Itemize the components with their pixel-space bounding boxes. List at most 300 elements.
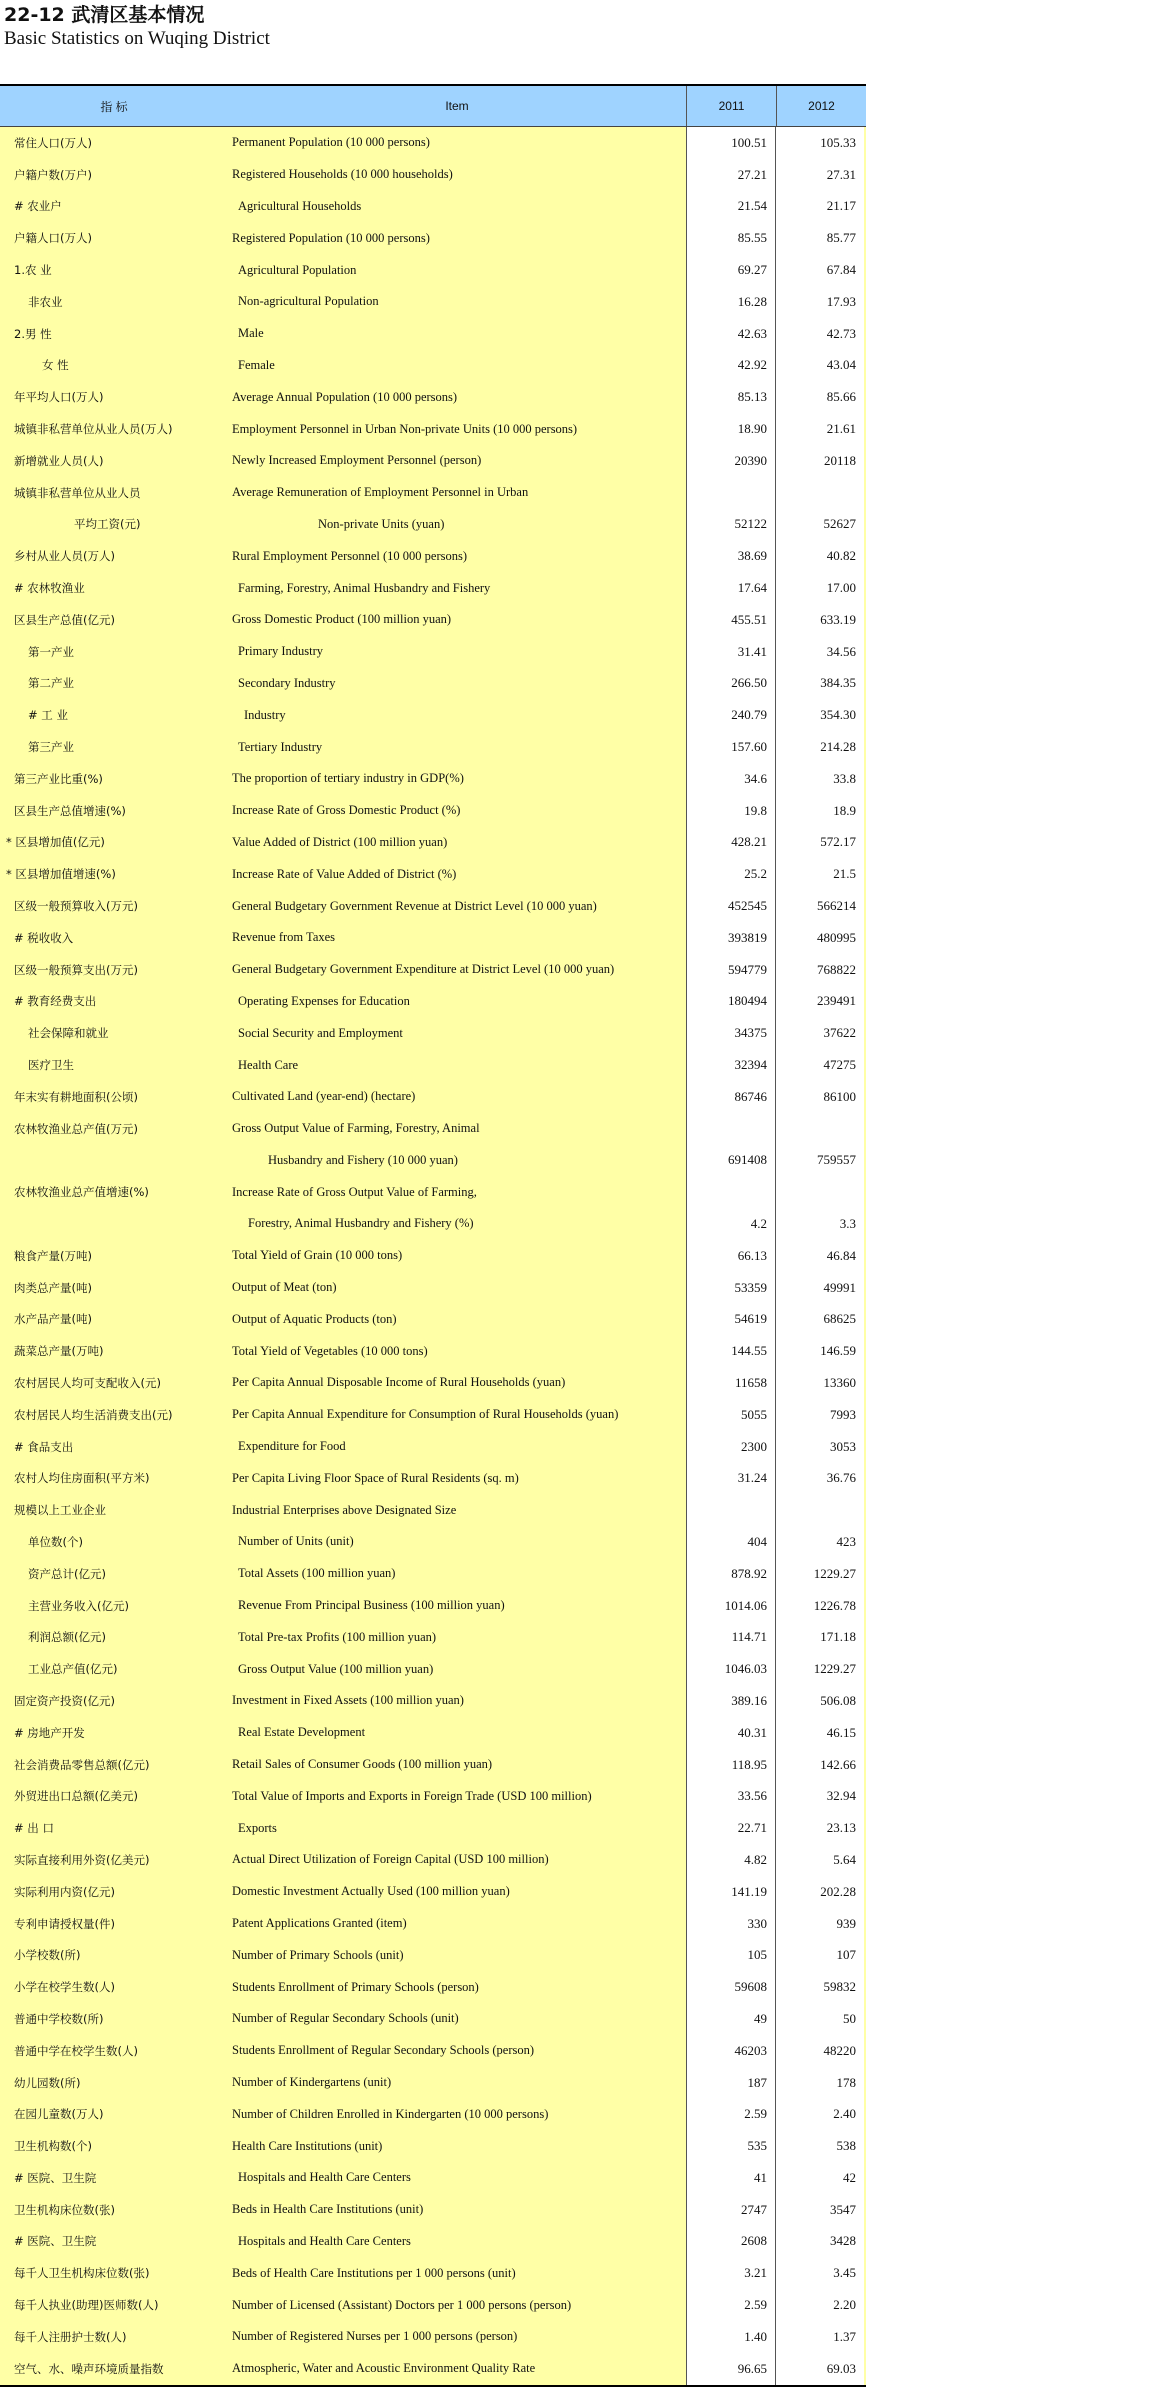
row-value-2012: 3.45 <box>775 2257 864 2289</box>
row-item-english: Number of Licensed (Assistant) Doctors per 1 000 persons (person) <box>232 2297 572 2312</box>
row-value-2011: 19.8 <box>686 795 775 827</box>
row-item-chinese: # 医院、卫生院 <box>14 2170 97 2185</box>
row-value-2011: 691408 <box>686 1145 775 1177</box>
row-item-english: Exports <box>238 1820 277 1835</box>
table-row <box>0 1685 866 1717</box>
row-item-chinese: 每千人注册护士数(人) <box>14 2329 127 2344</box>
table-row <box>0 2035 866 2067</box>
row-value-2011: 5055 <box>686 1399 775 1431</box>
row-value-2012: 384.35 <box>775 668 864 700</box>
row-item-chinese: 幼儿园数(所) <box>14 2075 81 2090</box>
row-value-2011: 157.60 <box>686 731 775 763</box>
row-item-chinese: 社会消费品零售总额(亿元) <box>14 1757 150 1772</box>
table-row <box>0 1749 866 1781</box>
row-item-english: Permanent Population (10 000 persons) <box>232 135 430 150</box>
row-item-chinese: 蔬菜总产量(万吨) <box>14 1344 104 1359</box>
row-value-2012: 354.30 <box>775 699 864 731</box>
row-value-2011 <box>686 1113 775 1145</box>
row-value-2011: 31.41 <box>686 636 775 668</box>
row-value-2012: 47275 <box>775 1049 864 1081</box>
row-item-english: Newly Increased Employment Personnel (person) <box>232 453 482 468</box>
row-item-english: Total Pre-tax Profits (100 million yuan) <box>238 1629 437 1644</box>
row-value-2011: 66.13 <box>686 1240 775 1272</box>
row-value-2012: 34.56 <box>775 636 864 668</box>
table-row <box>0 286 866 318</box>
row-item-chinese: # 农业户 <box>14 199 62 214</box>
table-row <box>0 2257 866 2289</box>
row-value-2012: 68625 <box>775 1303 864 1335</box>
row-item-chinese: 新增就业人员(人) <box>14 453 104 468</box>
row-value-2012: 42.73 <box>775 318 864 350</box>
table-row <box>0 1431 866 1463</box>
header-item-chinese: 指 标 <box>100 99 128 114</box>
row-value-2012: 1229.27 <box>775 1653 864 1685</box>
table-row <box>0 731 866 763</box>
table-row <box>0 159 866 191</box>
row-item-chinese: 区县生产总值(亿元) <box>14 612 115 627</box>
table-row <box>0 1844 866 1876</box>
row-value-2011: 455.51 <box>686 604 775 636</box>
table-row <box>0 318 866 350</box>
row-value-2012: 506.08 <box>775 1685 864 1717</box>
row-value-2011: 1.40 <box>686 2321 775 2353</box>
row-item-english: Male <box>238 326 264 341</box>
row-value-2011: 54619 <box>686 1303 775 1335</box>
row-item-english: Rural Employment Personnel (10 000 persons) <box>232 548 468 563</box>
row-item-english: Expenditure for Food <box>238 1439 346 1454</box>
table-row <box>0 763 866 795</box>
row-value-2011: 41 <box>686 2162 775 2194</box>
row-value-2011: 40.31 <box>686 1717 775 1749</box>
table-row <box>0 572 866 604</box>
row-value-2012: 214.28 <box>775 731 864 763</box>
table-row <box>0 636 866 668</box>
row-item-chinese: 乡村从业人员(万人) <box>14 549 115 564</box>
row-item-english: Female <box>238 357 275 372</box>
row-value-2011: 85.55 <box>686 222 775 254</box>
row-value-2011: 100.51 <box>686 127 775 159</box>
row-item-english: Non-private Units (yuan) <box>318 516 445 531</box>
table-row <box>0 1462 866 1494</box>
row-value-2012: 105.33 <box>775 127 864 159</box>
row-item-english: Per Capita Annual Disposable Income of Rural Households (yuan) <box>232 1375 566 1390</box>
row-value-2012: 3547 <box>775 2194 864 2226</box>
row-value-2012: 85.77 <box>775 222 864 254</box>
table-row <box>0 1526 866 1558</box>
row-value-2012: 59832 <box>775 1971 864 2003</box>
row-value-2012: 49991 <box>775 1272 864 1304</box>
row-item-english: Forestry, Animal Husbandry and Fishery (%) <box>248 1216 474 1231</box>
row-item-chinese: 第一产业 <box>28 644 74 659</box>
table-row <box>0 1049 866 1081</box>
table-row <box>0 1780 866 1812</box>
table-row <box>0 2098 866 2130</box>
row-value-2011: 594779 <box>686 954 775 986</box>
row-value-2012 <box>775 477 864 509</box>
row-value-2011: 46203 <box>686 2035 775 2067</box>
row-item-english: Increase Rate of Gross Domestic Product (%) <box>232 803 461 818</box>
table-row <box>0 509 866 541</box>
row-item-english: Total Assets (100 million yuan) <box>238 1566 396 1581</box>
row-value-2012: 1.37 <box>775 2321 864 2353</box>
row-value-2011: 118.95 <box>686 1749 775 1781</box>
row-value-2011: 3.21 <box>686 2257 775 2289</box>
row-value-2011: 389.16 <box>686 1685 775 1717</box>
table-row <box>0 1399 866 1431</box>
row-item-chinese: # 工 业 <box>28 708 68 723</box>
table-row <box>0 668 866 700</box>
row-value-2012: 13360 <box>775 1367 864 1399</box>
row-item-english: Number of Registered Nurses per 1 000 persons (person) <box>232 2329 518 2344</box>
row-value-2012 <box>775 1113 864 1145</box>
row-item-english: General Budgetary Government Revenue at District Level (10 000 yuan) <box>232 898 597 913</box>
row-item-chinese: 农林牧渔业总产值(万元) <box>14 1121 138 1136</box>
table-row <box>0 1653 866 1685</box>
row-value-2012: 18.9 <box>775 795 864 827</box>
row-item-english: Per Capita Annual Expenditure for Consumption of Rural Households (yuan) <box>232 1407 619 1422</box>
row-item-english: Gross Domestic Product (100 million yuan) <box>232 612 452 627</box>
row-value-2011: 404 <box>686 1526 775 1558</box>
table-row <box>0 127 866 159</box>
row-value-2011: 49 <box>686 2003 775 2035</box>
row-value-2012: 939 <box>775 1908 864 1940</box>
row-item-chinese: 户籍人口(万人) <box>14 231 92 246</box>
table-row <box>0 827 866 859</box>
row-value-2012: 46.15 <box>775 1717 864 1749</box>
row-value-2012: 86100 <box>775 1081 864 1113</box>
row-item-chinese: 农村居民人均生活消费支出(元) <box>14 1407 173 1422</box>
row-value-2011: 52122 <box>686 509 775 541</box>
row-item-english: Husbandry and Fishery (10 000 yuan) <box>268 1152 458 1167</box>
table-row <box>0 890 866 922</box>
row-value-2011: 114.71 <box>686 1621 775 1653</box>
table-row <box>0 1081 866 1113</box>
row-value-2011: 17.64 <box>686 572 775 604</box>
row-item-chinese: * 区县增加值(亿元) <box>6 835 105 850</box>
row-value-2012: 32.94 <box>775 1780 864 1812</box>
table-row <box>0 1558 866 1590</box>
row-value-2011: 535 <box>686 2130 775 2162</box>
row-value-2011: 240.79 <box>686 699 775 731</box>
row-value-2012: 3428 <box>775 2226 864 2258</box>
table-row <box>0 1272 866 1304</box>
table-row <box>0 699 866 731</box>
row-item-chinese: 小学校数(所) <box>14 1948 81 1963</box>
row-value-2011: 16.28 <box>686 286 775 318</box>
row-item-chinese: 肉类总产量(吨) <box>14 1280 92 1295</box>
row-value-2012: 2.20 <box>775 2289 864 2321</box>
table-row <box>0 2067 866 2099</box>
row-item-english: Beds of Health Care Institutions per 1 000 persons (unit) <box>232 2265 516 2280</box>
row-item-chinese: # 食品支出 <box>14 1439 74 1454</box>
table-row <box>0 1176 866 1208</box>
row-value-2012: 759557 <box>775 1145 864 1177</box>
table-row <box>0 540 866 572</box>
row-item-chinese: 女 性 <box>42 358 69 373</box>
row-value-2012: 69.03 <box>775 2353 864 2385</box>
row-value-2012: 178 <box>775 2067 864 2099</box>
row-item-english: Output of Aquatic Products (ton) <box>232 1311 397 1326</box>
row-value-2011: 59608 <box>686 1971 775 2003</box>
row-item-chinese: 医疗卫生 <box>28 1058 74 1072</box>
table-row <box>0 604 866 636</box>
row-item-chinese: # 教育经费支出 <box>14 994 97 1009</box>
row-item-english: Gross Output Value of Farming, Forestry, Animal <box>232 1121 480 1136</box>
row-item-english: Average Annual Population (10 000 persons) <box>232 389 458 404</box>
row-item-english: Retail Sales of Consumer Goods (100 million yuan) <box>232 1757 493 1772</box>
table-row <box>0 922 866 954</box>
row-item-english: Agricultural Households <box>238 198 362 213</box>
table-row <box>0 1590 866 1622</box>
row-value-2012: 50 <box>775 2003 864 2035</box>
page-title-english: Basic Statistics on Wuqing District <box>4 28 270 49</box>
table-row <box>0 1908 866 1940</box>
table-row <box>0 413 866 445</box>
row-value-2012: 20118 <box>775 445 864 477</box>
row-item-chinese: 平均工资(元) <box>74 517 141 532</box>
row-item-english: Gross Output Value (100 million yuan) <box>238 1661 434 1676</box>
row-item-english: Investment in Fixed Assets (100 million yuan) <box>232 1693 464 1708</box>
row-item-english: Registered Population (10 000 persons) <box>232 230 430 245</box>
table-row <box>0 2194 866 2226</box>
row-value-2011: 21.54 <box>686 191 775 223</box>
row-item-chinese: 实际直接利用外资(亿美元) <box>14 1852 150 1867</box>
row-item-chinese: 第三产业比重(%) <box>14 771 103 786</box>
row-item-chinese: 资产总计(亿元) <box>28 1566 106 1581</box>
row-item-english: Real Estate Development <box>238 1725 366 1740</box>
table-row <box>0 986 866 1018</box>
row-item-english: Hospitals and Health Care Centers <box>238 2233 411 2248</box>
row-item-english: Average Remuneration of Employment Personnel in Urban <box>232 485 529 500</box>
row-value-2011: 4.2 <box>686 1208 775 1240</box>
row-item-chinese: 城镇非私营单位从业人员 <box>14 485 141 500</box>
row-item-chinese: 社会保障和就业 <box>28 1026 109 1041</box>
row-item-english: Health Care <box>238 1057 299 1072</box>
row-value-2012: 48220 <box>775 2035 864 2067</box>
row-value-2012: 1229.27 <box>775 1558 864 1590</box>
row-item-chinese: 农村人均住房面积(平方米) <box>14 1471 150 1486</box>
row-value-2011: 22.71 <box>686 1812 775 1844</box>
row-value-2012: 5.64 <box>775 1844 864 1876</box>
row-value-2012: 768822 <box>775 954 864 986</box>
table-row <box>0 1017 866 1049</box>
row-value-2012: 17.00 <box>775 572 864 604</box>
row-item-chinese: # 农林牧渔业 <box>14 581 85 596</box>
row-item-english: Number of Regular Secondary Schools (unit) <box>232 2011 459 2026</box>
row-value-2012: 46.84 <box>775 1240 864 1272</box>
row-value-2011: 393819 <box>686 922 775 954</box>
row-value-2011: 31.24 <box>686 1462 775 1494</box>
row-item-english: Increase Rate of Gross Output Value of Farming, <box>232 1184 477 1199</box>
row-item-chinese: # 房地产开发 <box>14 1725 85 1740</box>
row-value-2011: 42.92 <box>686 350 775 382</box>
table-row <box>0 254 866 286</box>
row-value-2011: 105 <box>686 1939 775 1971</box>
row-item-chinese: 城镇非私营单位从业人员(万人) <box>14 422 173 437</box>
row-value-2011: 96.65 <box>686 2353 775 2385</box>
row-value-2011 <box>686 1494 775 1526</box>
table-row <box>0 1240 866 1272</box>
row-value-2011: 18.90 <box>686 413 775 445</box>
table-row <box>0 1939 866 1971</box>
row-item-english: Revenue From Principal Business (100 million yuan) <box>238 1598 505 1613</box>
row-value-2011: 86746 <box>686 1081 775 1113</box>
row-item-chinese: 非农业 <box>28 294 63 309</box>
row-value-2012: 423 <box>775 1526 864 1558</box>
row-item-english: The proportion of tertiary industry in GDP(%) <box>232 771 464 786</box>
row-value-2011: 11658 <box>686 1367 775 1399</box>
row-item-chinese: 工业总产值(亿元) <box>28 1662 118 1677</box>
row-item-english: Operating Expenses for Education <box>238 993 410 1008</box>
row-item-english: Industry <box>244 707 286 722</box>
row-value-2012: 202.28 <box>775 1876 864 1908</box>
table-row <box>0 2162 866 2194</box>
row-item-english: Output of Meat (ton) <box>232 1280 337 1295</box>
row-value-2012: 21.17 <box>775 191 864 223</box>
row-value-2011: 187 <box>686 2067 775 2099</box>
row-value-2011: 53359 <box>686 1272 775 1304</box>
row-item-english: Social Security and Employment <box>238 1025 403 1040</box>
row-item-chinese: 水产品产量(吨) <box>14 1312 92 1327</box>
row-item-english: Health Care Institutions (unit) <box>232 2138 383 2153</box>
row-value-2011: 1014.06 <box>686 1590 775 1622</box>
row-value-2012: 538 <box>775 2130 864 2162</box>
table-row <box>0 2226 866 2258</box>
row-item-english: Actual Direct Utilization of Foreign Capital (USD 100 million) <box>232 1852 549 1867</box>
row-value-2012: 40.82 <box>775 540 864 572</box>
table-row <box>0 222 866 254</box>
row-item-english: Value Added of District (100 million yuan) <box>232 834 448 849</box>
row-value-2011: 266.50 <box>686 668 775 700</box>
row-item-chinese: 空气、水、噪声环境质量指数 <box>14 2361 164 2376</box>
table-row <box>0 1145 866 1177</box>
row-item-chinese: 普通中学校数(所) <box>14 2011 104 2026</box>
row-value-2011 <box>686 477 775 509</box>
row-item-english: Registered Households (10 000 households) <box>232 167 453 182</box>
row-item-chinese: 单位数(个) <box>28 1534 83 1549</box>
page-title-chinese: 22-12 武清区基本情况 <box>4 4 205 26</box>
row-item-english: Number of Children Enrolled in Kindergarten (10 000 persons) <box>232 2106 549 2121</box>
row-item-english: Non-agricultural Population <box>238 294 379 309</box>
row-item-chinese: # 出 口 <box>14 1821 54 1836</box>
table-row <box>0 1494 866 1526</box>
row-value-2011: 38.69 <box>686 540 775 572</box>
row-value-2012: 3.3 <box>775 1208 864 1240</box>
row-item-chinese: 每千人卫生机构床位数(张) <box>14 2266 150 2281</box>
row-value-2012: 3053 <box>775 1431 864 1463</box>
row-value-2011: 180494 <box>686 986 775 1018</box>
row-item-english: Tertiary Industry <box>238 739 323 754</box>
row-item-chinese: 常住人口(万人) <box>14 135 92 150</box>
row-item-chinese: 农村居民人均可支配收入(元) <box>14 1375 161 1390</box>
row-value-2012: 572.17 <box>775 827 864 859</box>
row-value-2011: 878.92 <box>686 1558 775 1590</box>
row-item-english: General Budgetary Government Expenditure at District Level (10 000 yuan) <box>232 962 615 977</box>
row-item-chinese: 户籍户数(万户) <box>14 167 92 182</box>
row-item-chinese: 年末实有耕地面积(公顷) <box>14 1089 138 1104</box>
row-value-2012: 36.76 <box>775 1462 864 1494</box>
row-item-english: Patent Applications Granted (item) <box>232 1916 407 1931</box>
row-value-2011: 2.59 <box>686 2098 775 2130</box>
table-row <box>0 2353 866 2385</box>
row-item-chinese: # 税收收入 <box>14 930 74 945</box>
row-item-chinese: 普通中学在校学生数(人) <box>14 2043 138 2058</box>
table-row <box>0 2321 866 2353</box>
row-item-chinese: 固定资产投资(亿元) <box>14 1693 115 1708</box>
row-value-2011: 27.21 <box>686 159 775 191</box>
row-value-2012: 85.66 <box>775 381 864 413</box>
row-value-2012: 21.61 <box>775 413 864 445</box>
row-item-english: Number of Kindergartens (unit) <box>232 2075 392 2089</box>
row-value-2011: 428.21 <box>686 827 775 859</box>
row-value-2012: 142.66 <box>775 1749 864 1781</box>
row-item-english: Number of Primary Schools (unit) <box>232 1947 404 1962</box>
row-item-chinese: 卫生机构床位数(张) <box>14 2202 115 2217</box>
row-value-2012: 7993 <box>775 1399 864 1431</box>
row-value-2012: 33.8 <box>775 763 864 795</box>
row-value-2012: 480995 <box>775 922 864 954</box>
row-value-2012: 633.19 <box>775 604 864 636</box>
table-row <box>0 2003 866 2035</box>
row-item-chinese: 主营业务收入(亿元) <box>28 1598 129 1613</box>
table-row <box>0 2130 866 2162</box>
row-item-chinese: 第三产业 <box>28 740 74 755</box>
row-item-english: Cultivated Land (year-end) (hectare) <box>232 1089 416 1104</box>
row-value-2012 <box>775 1176 864 1208</box>
row-item-english: Revenue from Taxes <box>232 930 336 945</box>
row-value-2012: 107 <box>775 1939 864 1971</box>
row-item-chinese: 在园儿童数(万人) <box>14 2107 104 2122</box>
table-row <box>0 1208 866 1240</box>
row-value-2011: 85.13 <box>686 381 775 413</box>
statistics-table <box>0 84 866 2387</box>
row-item-chinese: 农林牧渔业总产值增速(%) <box>14 1185 149 1200</box>
table-row <box>0 1717 866 1749</box>
row-item-english: Industrial Enterprises above Designated Size <box>232 1502 457 1517</box>
row-value-2011: 144.55 <box>686 1335 775 1367</box>
row-item-chinese: 区县生产总值增速(%) <box>14 803 126 818</box>
row-item-chinese: * 区县增加值增速(%) <box>6 867 116 882</box>
row-value-2011: 69.27 <box>686 254 775 286</box>
row-value-2012: 1226.78 <box>775 1590 864 1622</box>
table-row <box>0 477 866 509</box>
row-item-chinese: 区级一般预算支出(万元) <box>14 962 138 977</box>
table-row <box>0 381 866 413</box>
table-row <box>0 1621 866 1653</box>
row-value-2012: 2.40 <box>775 2098 864 2130</box>
row-item-english: Atmospheric, Water and Acoustic Environment Quality Rate <box>232 2361 536 2376</box>
row-value-2011: 452545 <box>686 890 775 922</box>
row-value-2011: 2747 <box>686 2194 775 2226</box>
row-value-2012: 42 <box>775 2162 864 2194</box>
row-item-english: Employment Personnel in Urban Non-private Units (10 000 persons) <box>232 421 578 436</box>
row-item-english: Total Value of Imports and Exports in Foreign Trade (USD 100 million) <box>232 1788 592 1803</box>
table-header <box>0 86 866 127</box>
row-item-english: Students Enrollment of Primary Schools (person) <box>232 1979 479 1994</box>
row-value-2012: 17.93 <box>775 286 864 318</box>
row-item-chinese: 专利申请授权量(件) <box>14 1916 115 1931</box>
table-row <box>0 1812 866 1844</box>
row-item-chinese: 卫生机构数(个) <box>14 2139 92 2154</box>
row-item-english: Beds in Health Care Institutions (unit) <box>232 2202 424 2217</box>
row-item-chinese: 区级一般预算收入(万元) <box>14 899 138 914</box>
table-body <box>0 127 866 2385</box>
table-row <box>0 1971 866 2003</box>
row-value-2012: 27.31 <box>775 159 864 191</box>
row-value-2011: 141.19 <box>686 1876 775 1908</box>
row-item-chinese: 小学在校学生数(人) <box>14 1980 115 1995</box>
row-value-2012 <box>775 1494 864 1526</box>
